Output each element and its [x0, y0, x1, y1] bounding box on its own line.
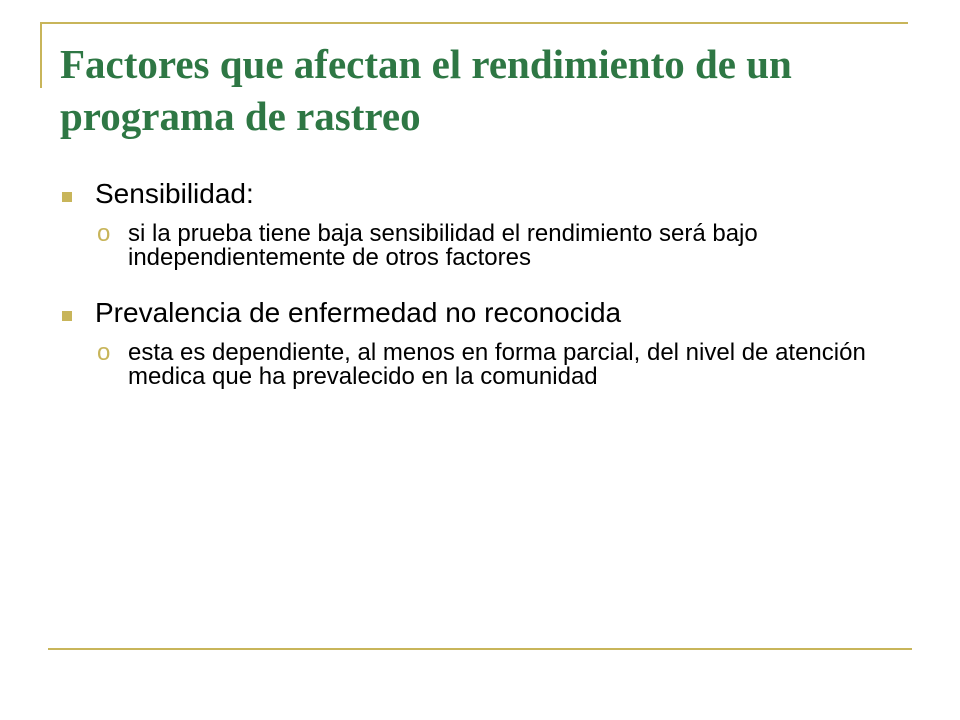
circle-bullet-icon: o	[97, 220, 111, 247]
slide-content	[60, 176, 900, 389]
slide-title: Factores que afectan el rendimiento de un programa de rastreo	[60, 41, 792, 139]
top-rule	[40, 22, 908, 24]
bullet-item	[60, 176, 900, 212]
bullet-item	[60, 295, 900, 331]
bullet-text: Sensibilidad:	[95, 178, 254, 209]
circle-bullet-icon: o	[97, 339, 111, 366]
sub-bullet-item	[60, 222, 900, 270]
left-rule	[40, 22, 42, 88]
bottom-rule	[48, 648, 912, 650]
sub-bullet-text: esta es dependiente, al menos en forma parcial, del nivel de atención medica que ha prevalecido en la comunidad	[128, 339, 866, 390]
bullet-text: Prevalencia de enfermedad no reconocida	[95, 297, 622, 328]
sub-bullet-item	[60, 341, 900, 389]
square-bullet-icon	[62, 192, 72, 202]
square-bullet-icon	[62, 311, 72, 321]
sub-bullet-text: si la prueba tiene baja sensibilidad el rendimiento será bajo independientemente de otros factores	[128, 220, 758, 271]
